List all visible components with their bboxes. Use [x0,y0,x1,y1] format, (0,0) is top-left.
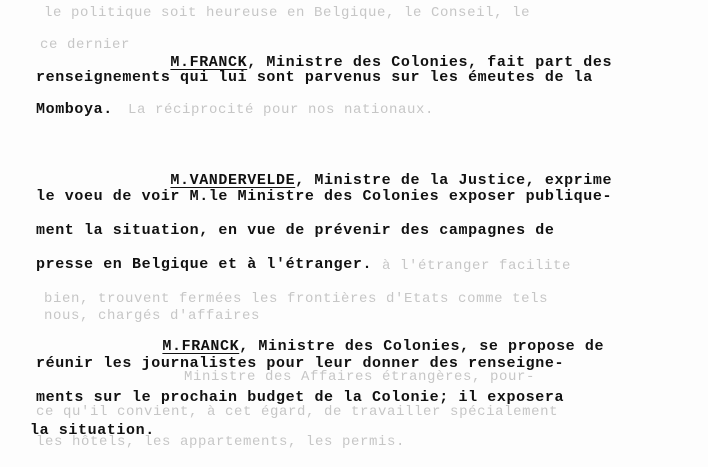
paragraph-2-line-3: ment la situation, en vue de prévenir des campagnes de [36,222,555,239]
speaker-name: M.FRANCK [170,54,248,71]
paragraph-3-line-2: réunir les journalistes pour leur donner des renseigne- [36,355,565,372]
paragraph-1-line-3: Momboya. [36,101,113,118]
speaker-name: M.FRANCK [162,338,240,355]
speaker-name: M.VANDERVELDE [170,172,296,189]
faint-line: nous, chargés d'affaires [44,308,261,324]
paragraph-2-line-2: le voeu de voir M.le Ministre des Colonies exposer publique- [36,188,613,205]
line-text: , Ministre des Colonies, se propose de [239,338,605,355]
faint-line: à l'étranger facilite [382,258,572,274]
paragraph-2-line-4: presse en Belgique et à l'étranger. [36,256,373,273]
faint-line: bien, trouvent fermées les frontières d'Etats comme tels [44,291,549,307]
paragraph-3-line-3: ments sur le prochain budget de la Colonie; il exposera [36,389,565,406]
faint-line: ce qu'il convient, à cet égard, de travailler spécialement [36,404,559,420]
faint-line: Ministre des Affaires étrangères, pour- [184,369,536,385]
faint-line: le politique soit heureuse en Belgique, le Conseil, le [44,5,531,21]
faint-line: les hôtels, les appartements, les permis. [36,434,406,450]
paragraph-3-line-4: la situation. [30,422,155,439]
line-text: , Ministre des Colonies, fait part des [247,54,613,71]
faint-line: ce dernier [40,37,131,53]
faint-line: La réciprocité pour nos nationaux. [128,102,435,118]
paragraph-1-line-2: renseignements qui lui sont parvenus sur les émeutes de la [36,69,593,86]
line-text: , Ministre de la Justice, exprime [295,172,613,189]
